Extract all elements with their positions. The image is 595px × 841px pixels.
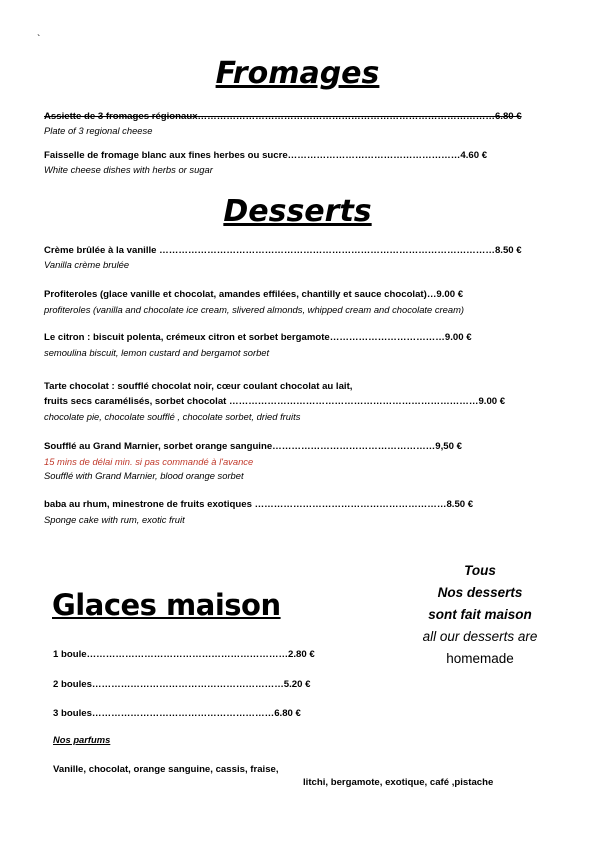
note-line: homemade	[446, 651, 514, 666]
stray-mark: `	[37, 34, 41, 45]
note-line: all our desserts are	[422, 629, 538, 644]
fromage-item-translation: White cheese dishes with herbs or sugar	[44, 164, 213, 175]
dessert-item-translation: chocolate pie, chocolate soufflé , chocolate sorbet, dried fruits	[44, 411, 301, 422]
note-line: Tous	[464, 563, 496, 578]
dessert-item-translation: Vanilla crème brulée	[44, 259, 130, 270]
dessert-item-name: Soufflé au Grand Marnier, sorbet orange sanguine……………………………………………9,50 €	[44, 441, 462, 452]
desserts-title: Desserts	[223, 194, 372, 229]
fromages-title: Fromages	[215, 56, 380, 91]
dessert-item-name: Le citron : biscuit polenta, crémeux citron et sorbet bergamote………………………………9.00 €	[44, 332, 472, 343]
dessert-item-translation: semoulina biscuit, lemon custard and bergamot sorbet	[44, 347, 270, 358]
parfums-list-continued: litchi, bergamote, exotique, café ,pistache	[303, 777, 494, 788]
note-line: sont fait maison	[428, 607, 532, 622]
glaces-title: Glaces maison	[52, 588, 281, 622]
dessert-item-name: Profiteroles (glace vanille et chocolat, amandes effilées, chantilly et sauce chocolat)…9.00 €	[44, 289, 464, 300]
dessert-item-name: Crème brûlée à la vanille ……………………………………………………………………………………………8.50 €	[44, 245, 522, 256]
homemade-note	[390, 560, 570, 670]
parfums-label: Nos parfums	[53, 734, 111, 745]
dessert-notice: 15 mins de délai min. si pas commandé à l'avance	[44, 456, 254, 467]
dessert-item-name: baba au rhum, minestrone de fruits exotiques ……………………………………………………8.50 €	[44, 499, 474, 510]
note-line: Nos desserts	[437, 585, 523, 600]
glace-price-item: 1 boule………………………………………………………2.80 €	[53, 649, 315, 660]
parfums-list: Vanille, chocolat, orange sanguine, cassis, fraise,	[53, 764, 279, 775]
fromage-item-name: Assiette de 3 fromages régionaux…………………………………………………………………………………6.80 €	[44, 111, 522, 122]
dessert-item-translation: profiteroles (vanilla and chocolate ice cream, slivered almonds, whipped cream and chocolate cream)	[44, 304, 464, 315]
dessert-item-name-continued: fruits secs caramélisés, sorbet chocolat ……………………………………………………………………9.00 €	[44, 396, 506, 407]
fromage-item-translation: Plate of 3 regional cheese	[44, 125, 153, 136]
dessert-item-name: Tarte chocolat : soufflé chocolat noir, cœur coulant chocolat au lait,	[44, 381, 353, 392]
dessert-item-translation: Sponge cake with rum, exotic fruit	[44, 514, 185, 525]
dessert-item-translation: Soufflé with Grand Marnier, blood orange sorbet	[44, 470, 244, 481]
fromage-item-name: Faisselle de fromage blanc aux fines herbes ou sucre………………………………………………4.60 €	[44, 150, 488, 161]
glace-price-item: 3 boules…………………………………………………6.80 €	[53, 708, 301, 719]
glace-price-item: 2 boules……………………………………………………5.20 €	[53, 679, 311, 690]
